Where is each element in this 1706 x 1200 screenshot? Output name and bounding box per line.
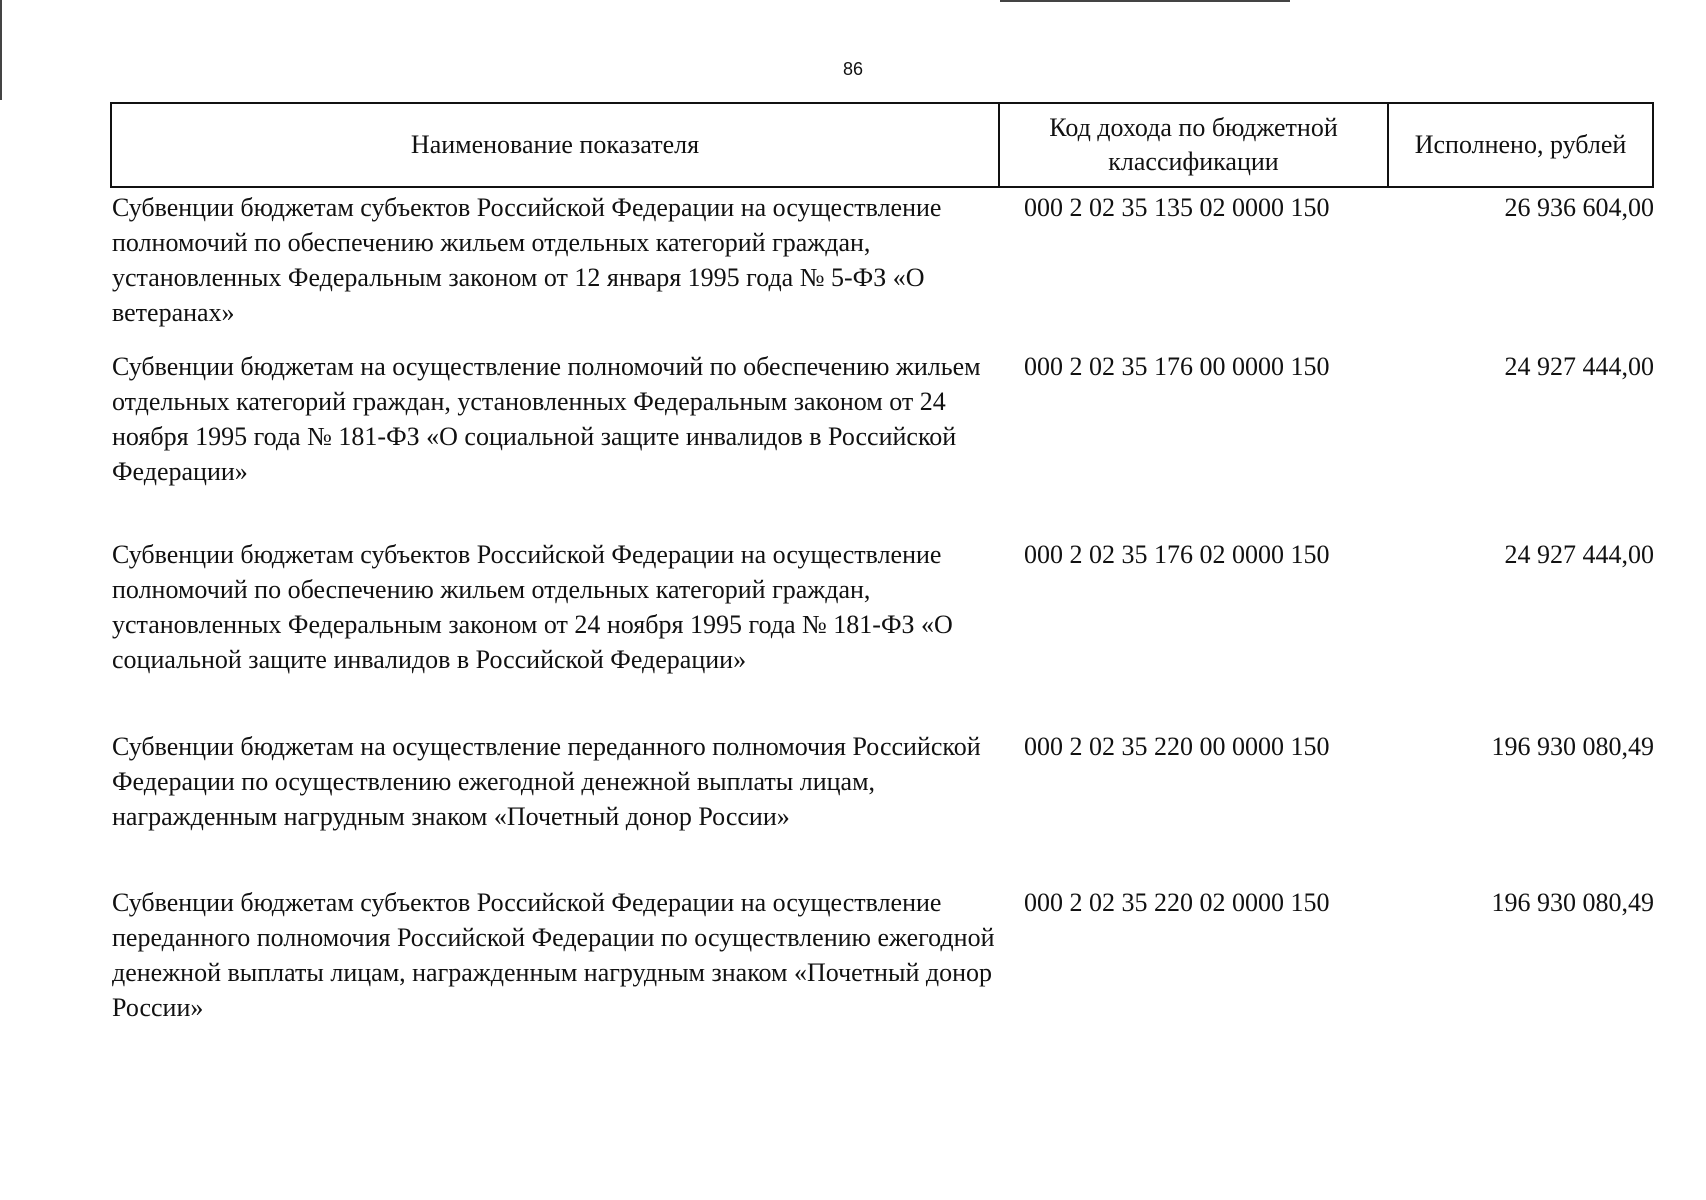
row-code: 000 2 02 35 220 00 0000 150	[1024, 732, 1330, 761]
column-header-code: Код дохода по бюджетной классификации	[1000, 104, 1389, 186]
row-code: 000 2 02 35 220 02 0000 150	[1024, 888, 1330, 917]
row-name: Субвенции бюджетам на осуществление полномочий по обеспечению жильем отдельных категорий граждан, установленных Федеральным законом от 24 ноября 1995 года № 181-ФЗ «О социальной защите инвалидов в Российской Федерации»	[112, 352, 981, 486]
row-code: 000 2 02 35 135 02 0000 150	[1024, 193, 1330, 222]
row-sum: 24 927 444,00	[1504, 352, 1654, 381]
table-header	[110, 102, 1654, 188]
column-header-name: Наименование показателя	[112, 104, 1000, 186]
page-number: 86	[842, 59, 864, 79]
column-header-sum: Исполнено, рублей	[1414, 130, 1627, 159]
row-sum: 196 930 080,49	[1491, 888, 1654, 917]
row-code: 000 2 02 35 176 00 0000 150	[1024, 352, 1330, 381]
row-sum: 26 936 604,00	[1504, 193, 1654, 222]
row-sum: 24 927 444,00	[1504, 540, 1654, 569]
scan-edge-line-left	[0, 0, 2, 100]
row-name: Субвенции бюджетам на осуществление переданного полномочия Российской Федерации по осуществлению ежегодной денежной выплаты лицам, награжденным нагрудным знаком «Почетный донор России»	[112, 732, 981, 831]
row-code: 000 2 02 35 176 02 0000 150	[1024, 540, 1330, 569]
scan-edge-line-top	[1000, 0, 1290, 2]
row-name: Субвенции бюджетам субъектов Российской Федерации на осуществление переданного полномочия Российской Федерации по осуществлению ежегодной денежной выплаты лицам, награжденным нагрудным знаком «Почетный донор России»	[112, 888, 995, 1022]
row-name: Субвенции бюджетам субъектов Российской Федерации на осуществление полномочий по обеспечению жильем отдельных категорий граждан, установленных Федеральным законом от 24 ноября 1995 года № 181-ФЗ «О социальной защите инвалидов в Российской Федерации»	[112, 540, 953, 674]
row-sum: 196 930 080,49	[1491, 732, 1654, 761]
row-name: Субвенции бюджетам субъектов Российской Федерации на осуществление полномочий по обеспечению жильем отдельных категорий граждан, установленных Федеральным законом от 12 января 1995 года № 5-ФЗ «О ветеранах»	[112, 193, 942, 327]
